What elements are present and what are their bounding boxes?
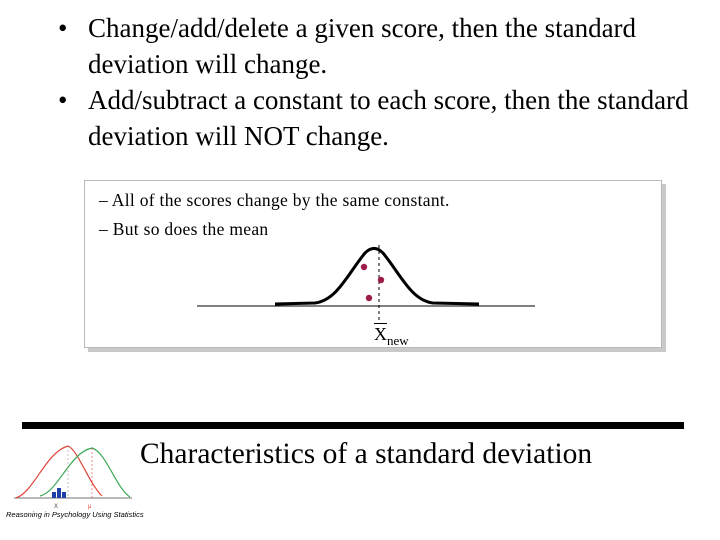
bullet-item: • Change/add/delete a given score, then the standard deviation will change.: [58, 10, 698, 82]
normal-curve: [275, 249, 479, 305]
logo-tick-label: X: [54, 504, 59, 510]
logo-tick-label: μ: [88, 504, 92, 510]
shifted-distribution-graph: [197, 245, 537, 348]
bullet-list: [58, 10, 698, 154]
data-point: [366, 295, 372, 301]
slide-title: Characteristics of a standard deviation: [140, 438, 593, 470]
mean-new-label: $X_{new}$: [374, 324, 409, 348]
callout-item: – All of the scores change by the same constant.: [99, 190, 450, 210]
callout-item: – But so does the mean: [99, 219, 269, 239]
title-rule: [22, 422, 684, 429]
data-point: [361, 264, 367, 270]
logo-caption: Reasoning in Psychology Using Statistics: [6, 510, 144, 519]
data-point: [378, 277, 384, 283]
example-callout-box: [84, 180, 662, 348]
bullet-item: • Add/subtract a constant to each score, then the standard deviation will NOT change.: [58, 82, 698, 154]
